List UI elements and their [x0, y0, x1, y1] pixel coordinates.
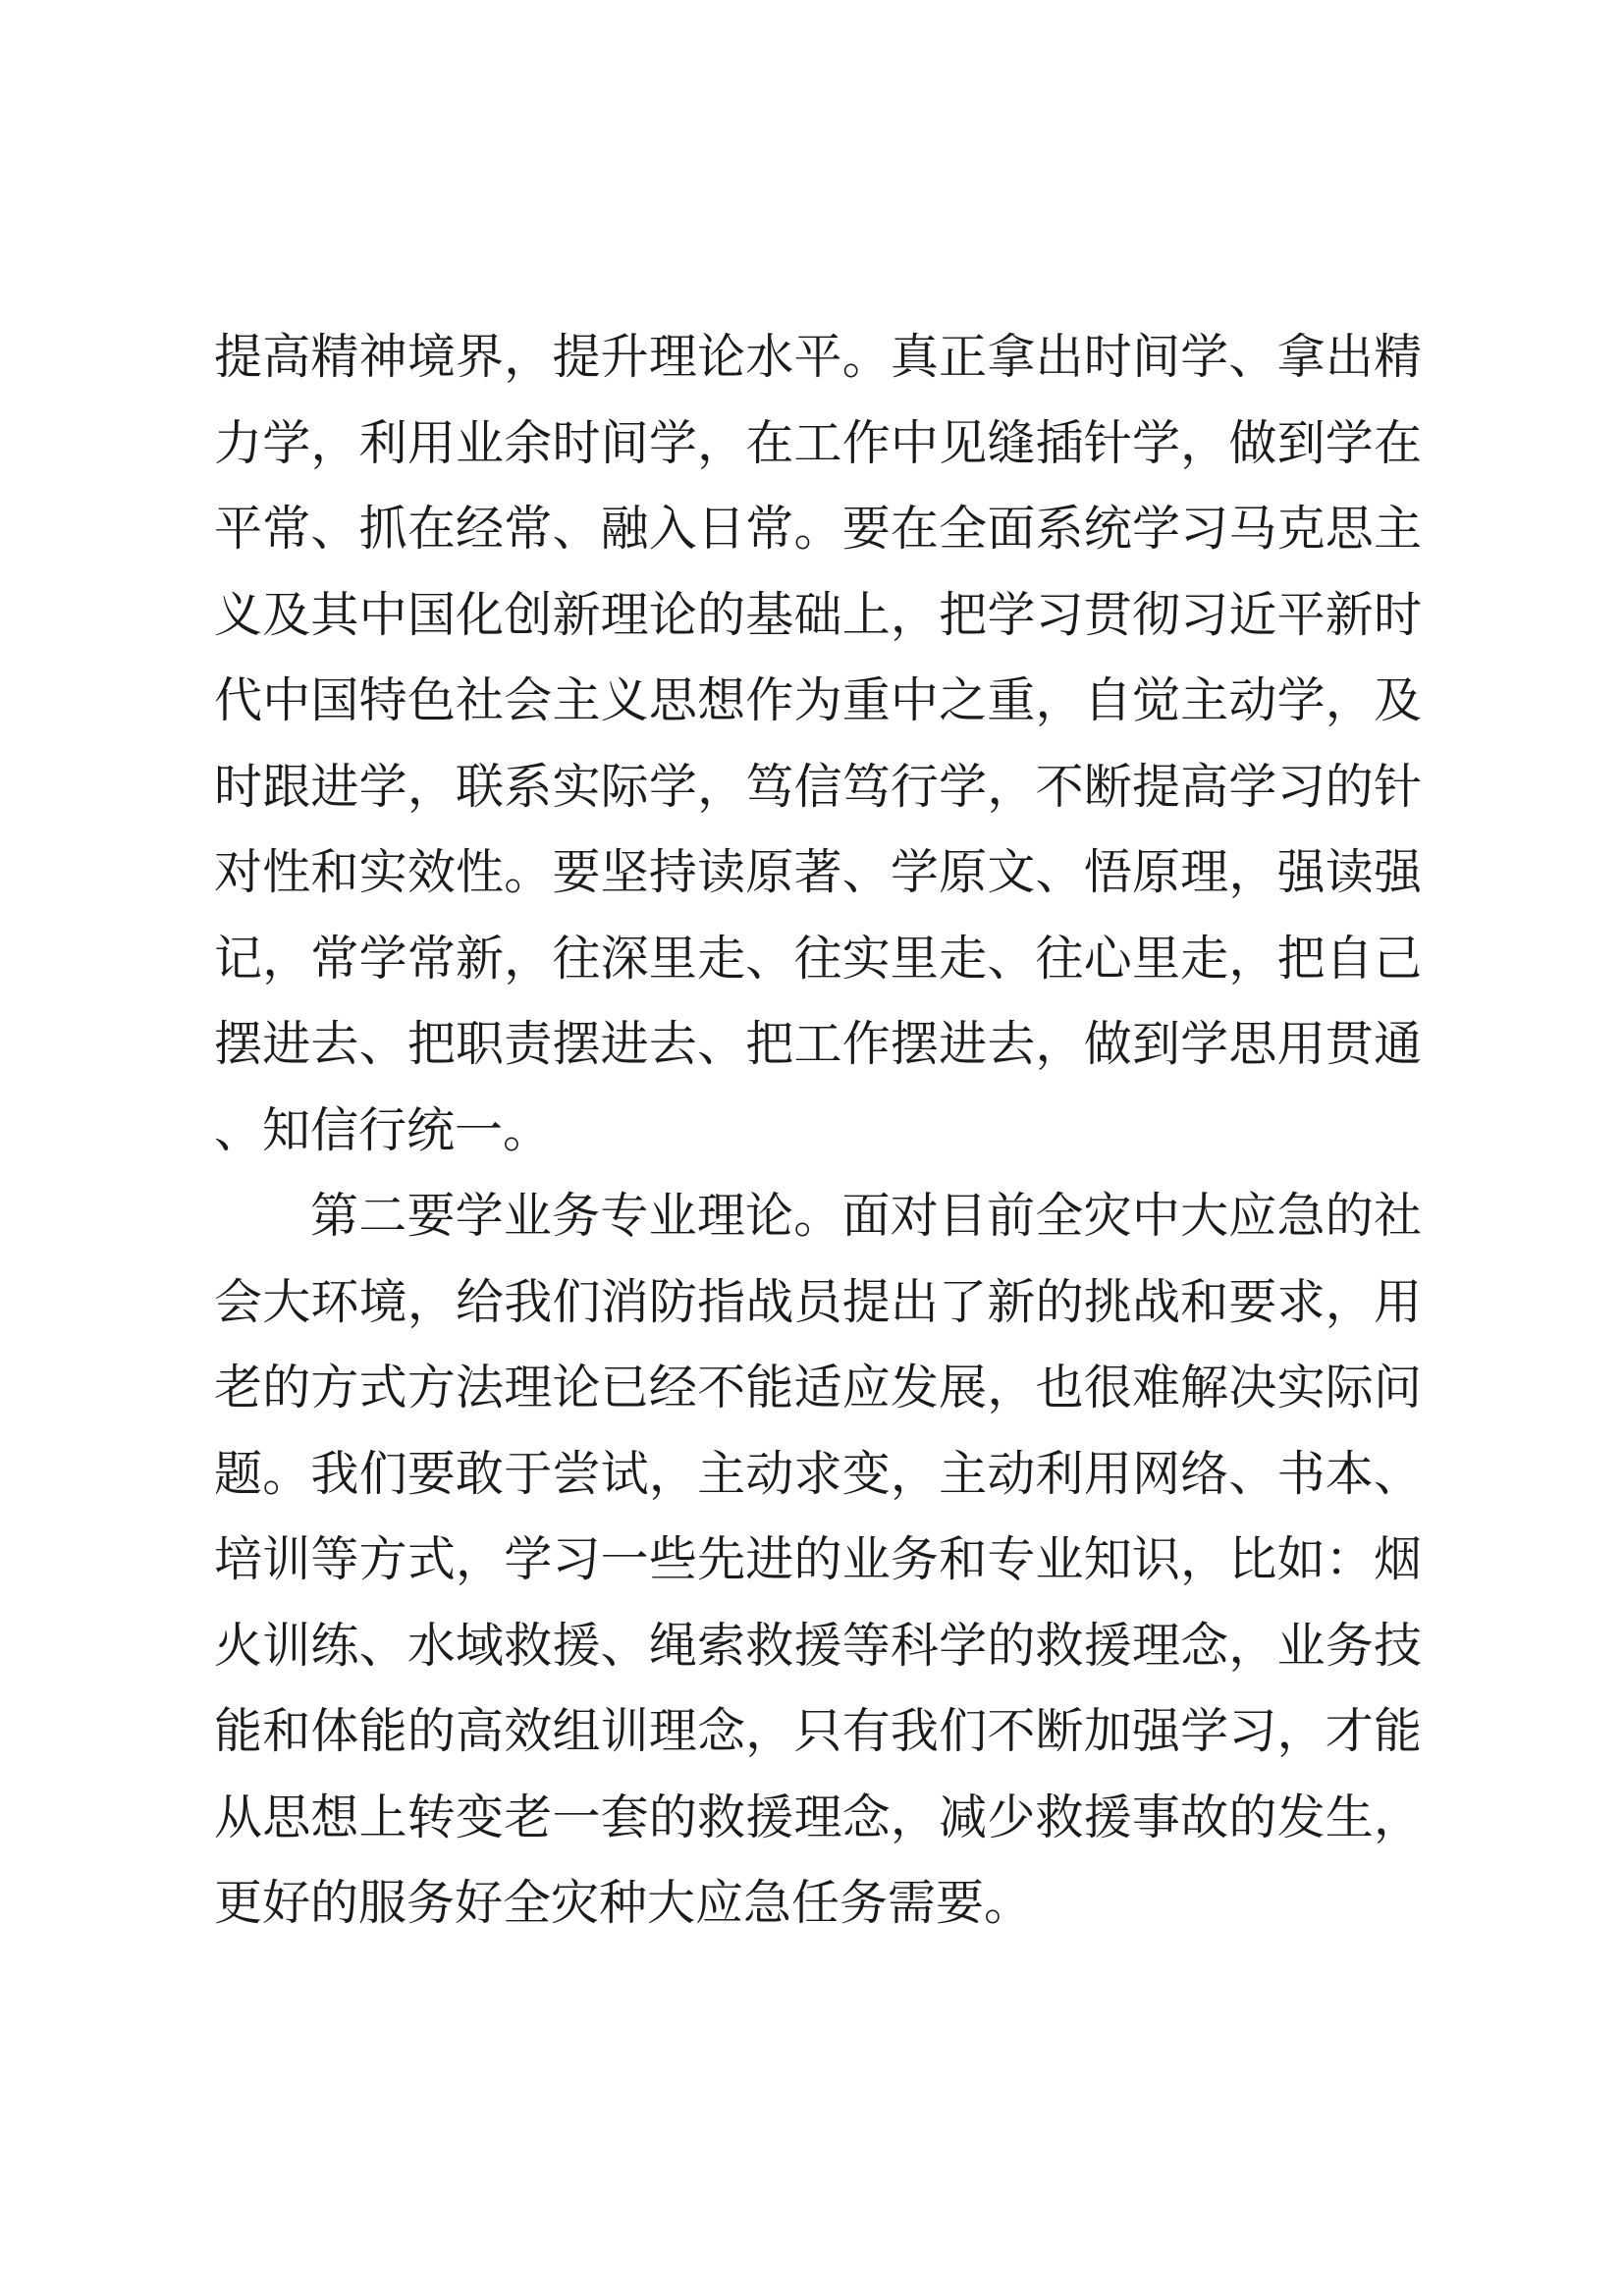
document-body — [214, 314, 1422, 1947]
paragraph-business-theory: 第二要学业务专业理论。面对目前全灾中大应急的社会大环境，给我们消防指战员提出了新的挑战和要求，用老的方式方法理论已经不能适应发展，也很难解决实际问题。我们要敢于尝试，主动求变，主动利用网络、书本、培训等方式，学习一些先进的业务和专业知识，比如：烟火训练、水域救援、绳索救援等科学的救援理念，业务技能和体能的高效组训理念，只有我们不断加强学习，才能从思想上转变老一套的救援理念，减少救援事故的发生，更好的服务好全灾种大应急任务需要。 — [214, 1188, 1422, 1931]
paragraph-continued: 提高精神境界，提升理论水平。真正拿出时间学、拿出精力学，利用业余时间学，在工作中见缝插针学，做到学在平常、抓在经常、融入日常。要在全面系统学习马克思主义及其中国化创新理论的基础上，把学习贯彻习近平新时代中国特色社会主义思想作为重中之重，自觉主动学，及时跟进学，联系实际学，笃信笃行学，不断提高学习的针对性和实效性。要坚持读原著、学原文、悟原理，强读强记，常学常新，往深里走、往实里走、往心里走，把自己摆进去、把职责摆进去、把工作摆进去，做到学思用贯通、知信行统一。 — [214, 329, 1422, 1158]
